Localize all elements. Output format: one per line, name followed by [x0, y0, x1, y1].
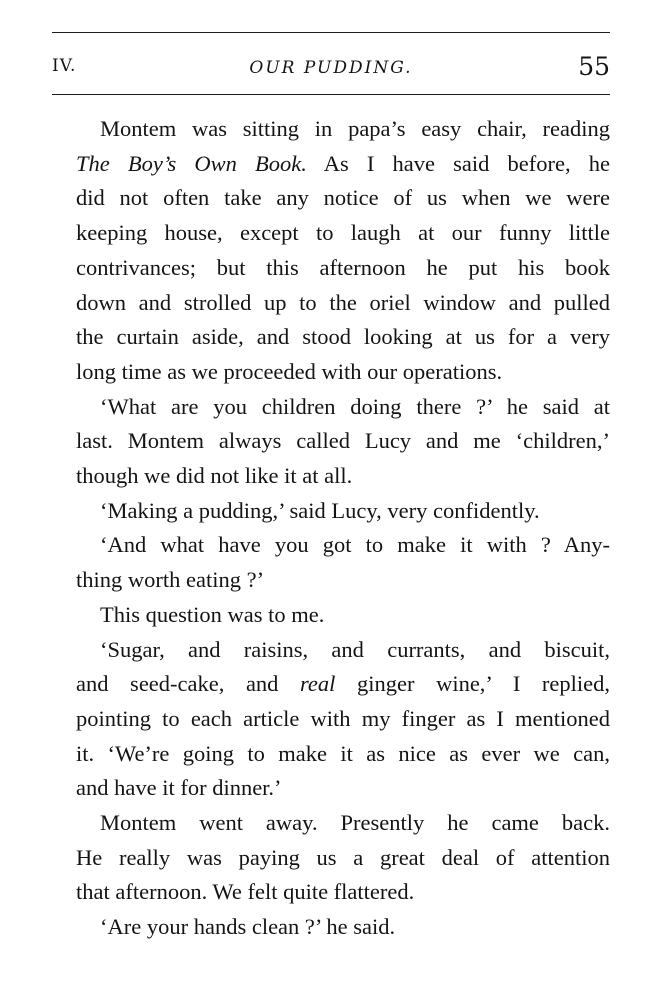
- top-rule: [52, 32, 610, 33]
- page-number: 55: [578, 52, 610, 81]
- body-text: [52, 112, 610, 945]
- paragraph: [52, 910, 610, 945]
- text-line: down and strolled up to the oriel window and pulled: [76, 289, 610, 315]
- text-line: He really was paying us a great deal of attention: [76, 844, 610, 870]
- text-line: and have it for dinner.’: [76, 775, 282, 801]
- chapter-number: IV.: [52, 56, 77, 76]
- paragraph: [52, 633, 610, 807]
- text-line: last. Montem always called Lucy and me ‘children,’: [76, 428, 610, 454]
- paragraph: [52, 598, 610, 633]
- paragraph: [52, 806, 610, 910]
- running-title: OUR PUDDING.: [249, 58, 413, 78]
- text-line: Montem went away. Presently he came back.: [100, 810, 610, 836]
- paragraph: [52, 390, 610, 494]
- paragraph: [52, 494, 610, 529]
- text-line: thing worth eating ?’: [76, 567, 265, 593]
- text-line: the curtain aside, and stood looking at us for a very: [76, 324, 610, 350]
- text-line: ‘What are you children doing there ?’ he said at: [100, 393, 610, 419]
- text-line: keeping house, except to laugh at our funny little: [76, 220, 610, 246]
- text-line: it. ‘We’re going to make it as nice as ever we can,: [76, 740, 610, 766]
- text-line: long time as we proceeded with our operations.: [76, 358, 503, 384]
- paragraph: [52, 112, 610, 390]
- text-line: that afternoon. We felt quite flattered.: [76, 879, 415, 905]
- text-line: ‘Sugar, and raisins, and currants, and biscuit,: [100, 636, 610, 662]
- text-line: contrivances; but this afternoon he put his book: [76, 254, 610, 280]
- text-line: ‘Are your hands clean ?’ he said.: [100, 914, 396, 940]
- text-line: pointing to each article with my finger as I mentioned: [76, 705, 610, 731]
- paragraph: [52, 528, 610, 597]
- running-head: [52, 46, 610, 86]
- text-line: ‘And what have you got to make it with ? Any-: [100, 532, 610, 558]
- text-line: This question was to me.: [100, 601, 325, 627]
- text-line: though we did not like it at all.: [76, 463, 353, 489]
- text-line: and seed-cake, and real ginger wine,’ I replied,: [76, 671, 610, 697]
- text-line: The Boy’s Own Book. As I have said before, he: [76, 150, 610, 176]
- text-line: ‘Making a pudding,’ said Lucy, very confidently.: [100, 497, 540, 523]
- text-line: Montem was sitting in papa’s easy chair, reading: [100, 116, 610, 141]
- header-rule: [52, 94, 610, 95]
- text-line: did not often take any notice of us when we were: [76, 185, 610, 211]
